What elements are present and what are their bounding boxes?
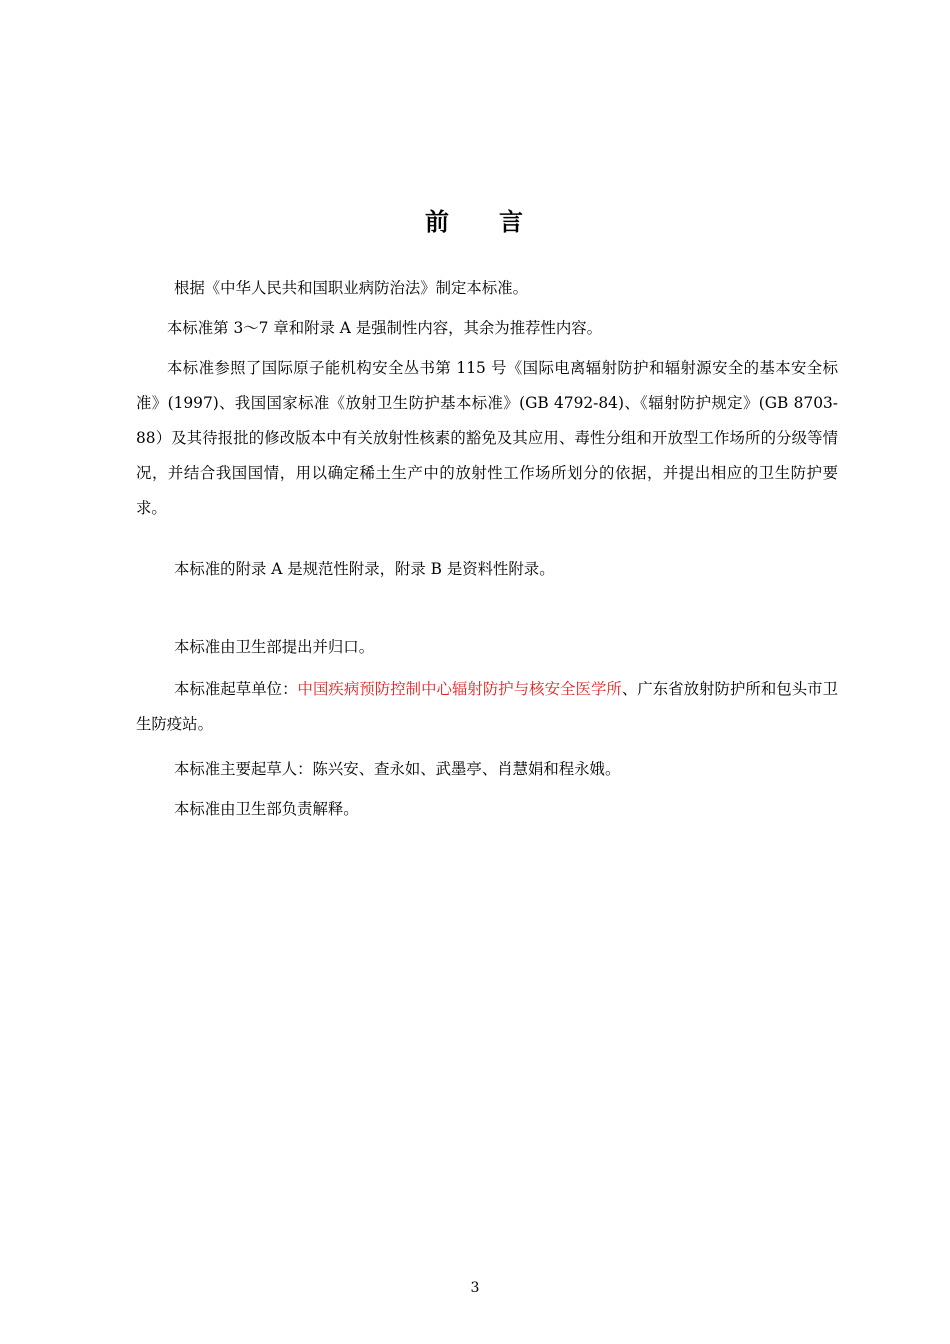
paragraph-references: 本标准参照了国际原子能机构安全丛书第 115 号《国际电离辐射防护和辐射源安全的基本安全标准》(1997)、我国国家标准《放射卫生防护基本标准》(GB 4792-84)、《辐射防护规定》(GB 8703-88）及其待报批的修改版本中有关放射性核素的豁免及其应用、毒性分组和开放型工作场所的分级等情况，并结合我国国情，用以确定稀土生产中的放射性工作场所划分的依据，并提出相应的卫生防护要求。 (136, 359, 838, 517)
paragraph-mandatory-content: 本标准第 3～7 章和附录 A 是强制性内容，其余为推荐性内容。 (167, 319, 603, 337)
title-char-2: 言 (499, 208, 525, 236)
page-title (0, 204, 950, 240)
paragraph-interpretation: 本标准由卫生部负责解释。 (174, 800, 359, 818)
paragraph-law-basis: 根据《中华人民共和国职业病防治法》制定本标准。 (174, 279, 528, 297)
drafting-units-prefix: 本标准起草单位： (174, 680, 298, 698)
drafting-units-suffix: 、广东省放射防护所和包头市卫生防疫站。 (136, 680, 838, 733)
paragraph-main-drafters: 本标准主要起草人：陈兴安、查永如、武墨亭、肖慧娟和程永娥。 (174, 760, 621, 778)
paragraph-drafting-units (136, 672, 838, 742)
paragraph-proposed-by: 本标准由卫生部提出并归口。 (174, 638, 375, 656)
drafting-unit-highlight: 中国疾病预防控制中心辐射防护与核安全医学所 (297, 680, 622, 698)
paragraph-appendix-types: 本标准的附录 A 是规范性附录，附录 B 是资料性附录。 (174, 560, 555, 578)
title-char-1: 前 (425, 208, 451, 236)
page-number: 3 (470, 1280, 480, 1296)
